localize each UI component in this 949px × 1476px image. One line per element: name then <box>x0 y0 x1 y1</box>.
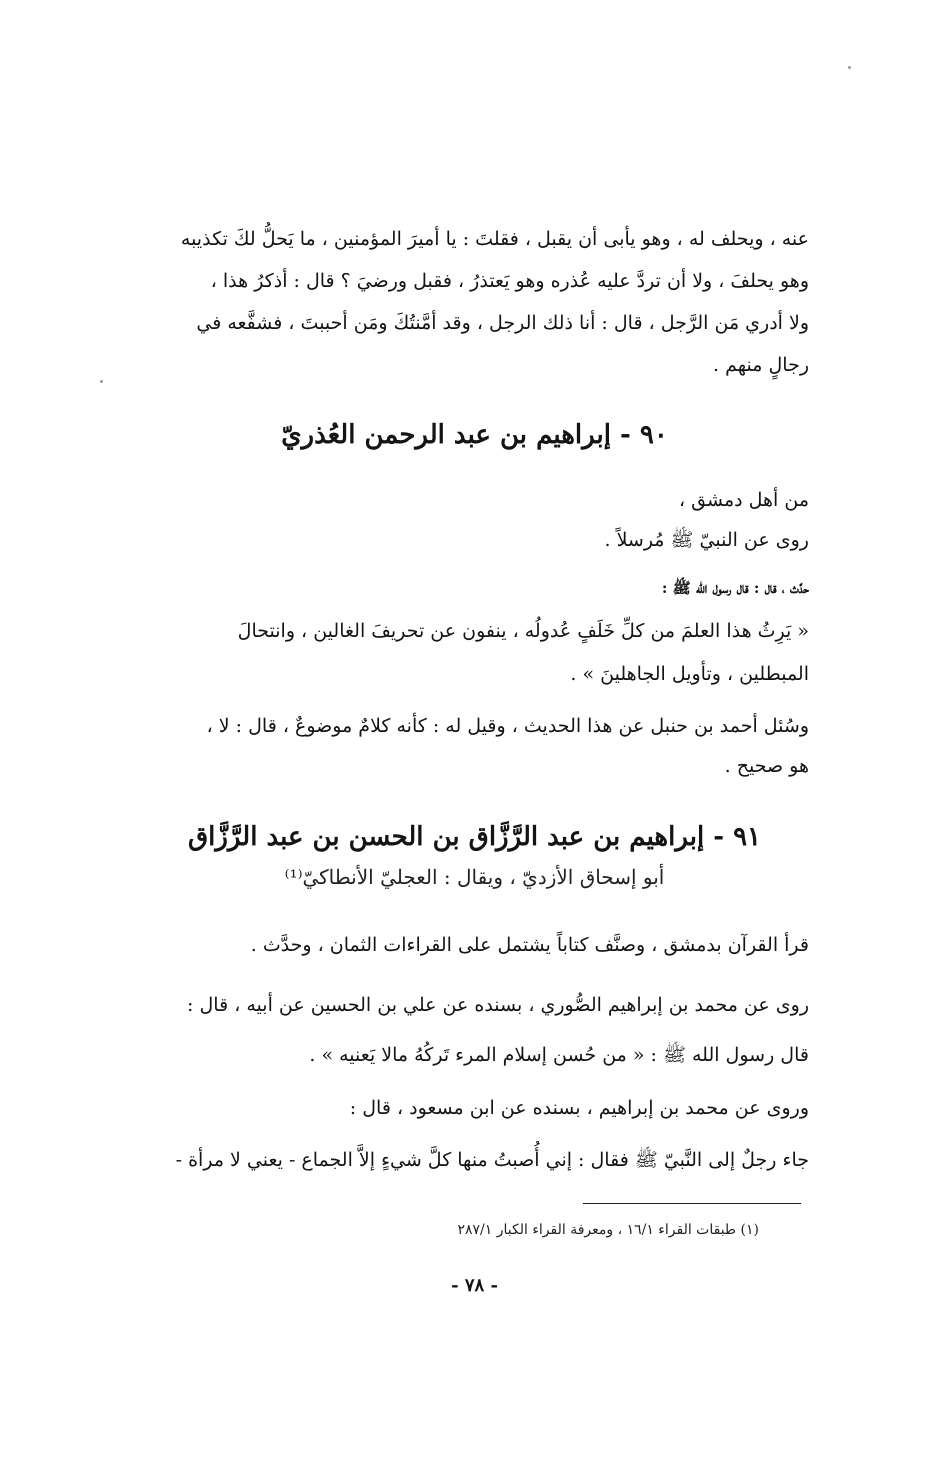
entry-91-paragraph <box>139 1035 809 1075</box>
entry-90-hadith-line: المبطلين ، وتأويل الجاهلينَ » . <box>570 663 809 685</box>
entry-91-subheading: أبو إسحاق الأزديّ ، ويقال : العجليّ الأنطاكيّ⁽¹⁾ <box>284 865 665 889</box>
intro-line: وهو يحلفَ ، ولا أن تردَّ عليه عُذره وهو يَعتذرُ ، فقبل ورضيَ ؟ قال : أذكرُ هذا ، <box>210 270 809 292</box>
entry-91-heading: ٩١ - إبراهيم بن عبد الرَّزَّاق بن الحسن بن عبد الرَّزَّاق <box>187 822 762 852</box>
entry-91-paragraph <box>139 1088 809 1128</box>
entry-91-paragraph <box>139 985 809 1025</box>
entry-90-note-line: هو صحيح . <box>724 755 809 777</box>
entry-91-paragraph <box>139 1140 809 1180</box>
entry-90-origin-line: روى عن النبيّ ﷺ مُرسلاً . <box>604 529 809 551</box>
entry-90-hadith <box>139 610 809 696</box>
entry-91-line: قال رسول الله ﷺ : « من حُسن إسلام المرء تَركُهُ مالا يَعنيه » . <box>309 1044 809 1066</box>
entry-91-line: جاء رجلٌ إلى النَّبيّ ﷺ فقال : إني أُصبتُ منها كلَّ شيءٍ إلاَّ الجماع - يعني لا مرأة - <box>175 1149 809 1171</box>
intro-paragraph <box>139 218 809 386</box>
entry-90-heading: ٩٠ - إبراهيم بن عبد الرحمن العُذريّ <box>281 420 668 450</box>
entry-90-isnad-line: حدَّث ، قال : قال رسول الله ﷺ : <box>661 579 809 597</box>
entry-90-origin <box>139 480 809 560</box>
margin-speck <box>100 380 103 383</box>
entry-91-line: روى عن محمد بن إبراهيم الصُّوري ، بسنده عن علي بن الحسين عن أبيه ، قال : <box>187 994 809 1016</box>
entry-90-origin-line: من أهل دمشق ، <box>678 489 809 511</box>
intro-line: ولا أدري مَن الرَّجل ، قال : أنا ذلك الرجل ، وقد أمَّنتُكَ ومَن أحببتَ ، فشفَّعه في <box>196 312 809 334</box>
footnote: (١) طبقات القراء ١٦/١ ، ومعرفة القراء الكبار ٢٨٧/١ <box>457 1222 759 1238</box>
intro-line: رجالٍ منهم . <box>713 354 809 376</box>
entry-91-line: قرأ القرآن بدمشق ، وصنَّف كتاباً يشتمل على القراءات الثمان ، وحدَّث . <box>250 934 809 956</box>
entry-90-isnad <box>139 575 809 601</box>
intro-line: عنه ، ويحلف له ، وهو يأبى أن يقبل ، فقلتَ : يا أميرَ المؤمنين ، ما يَحلُّ لكَ تكذيبه <box>180 228 809 250</box>
entry-90-note <box>139 706 809 786</box>
margin-speck <box>848 66 851 69</box>
entry-91-paragraph <box>139 925 809 965</box>
page-number: - ٧٨ - <box>451 1275 498 1296</box>
entry-91-line: وروى عن محمد بن إبراهيم ، بسنده عن ابن مسعود ، قال : <box>349 1097 809 1119</box>
entry-90-note-line: وسُئل أحمد بن حنبل عن هذا الحديث ، وقيل له : كأنه كلامٌ موضوعٌ ، قال : لا ، <box>206 715 809 737</box>
footnote-divider <box>583 1203 801 1204</box>
entry-90-hadith-line: « يَرِثُ هذا العلمَ من كلِّ خَلَفٍ عُدولُه ، ينفون عن تحريفَ الغالين ، وانتحالَ <box>237 620 809 642</box>
